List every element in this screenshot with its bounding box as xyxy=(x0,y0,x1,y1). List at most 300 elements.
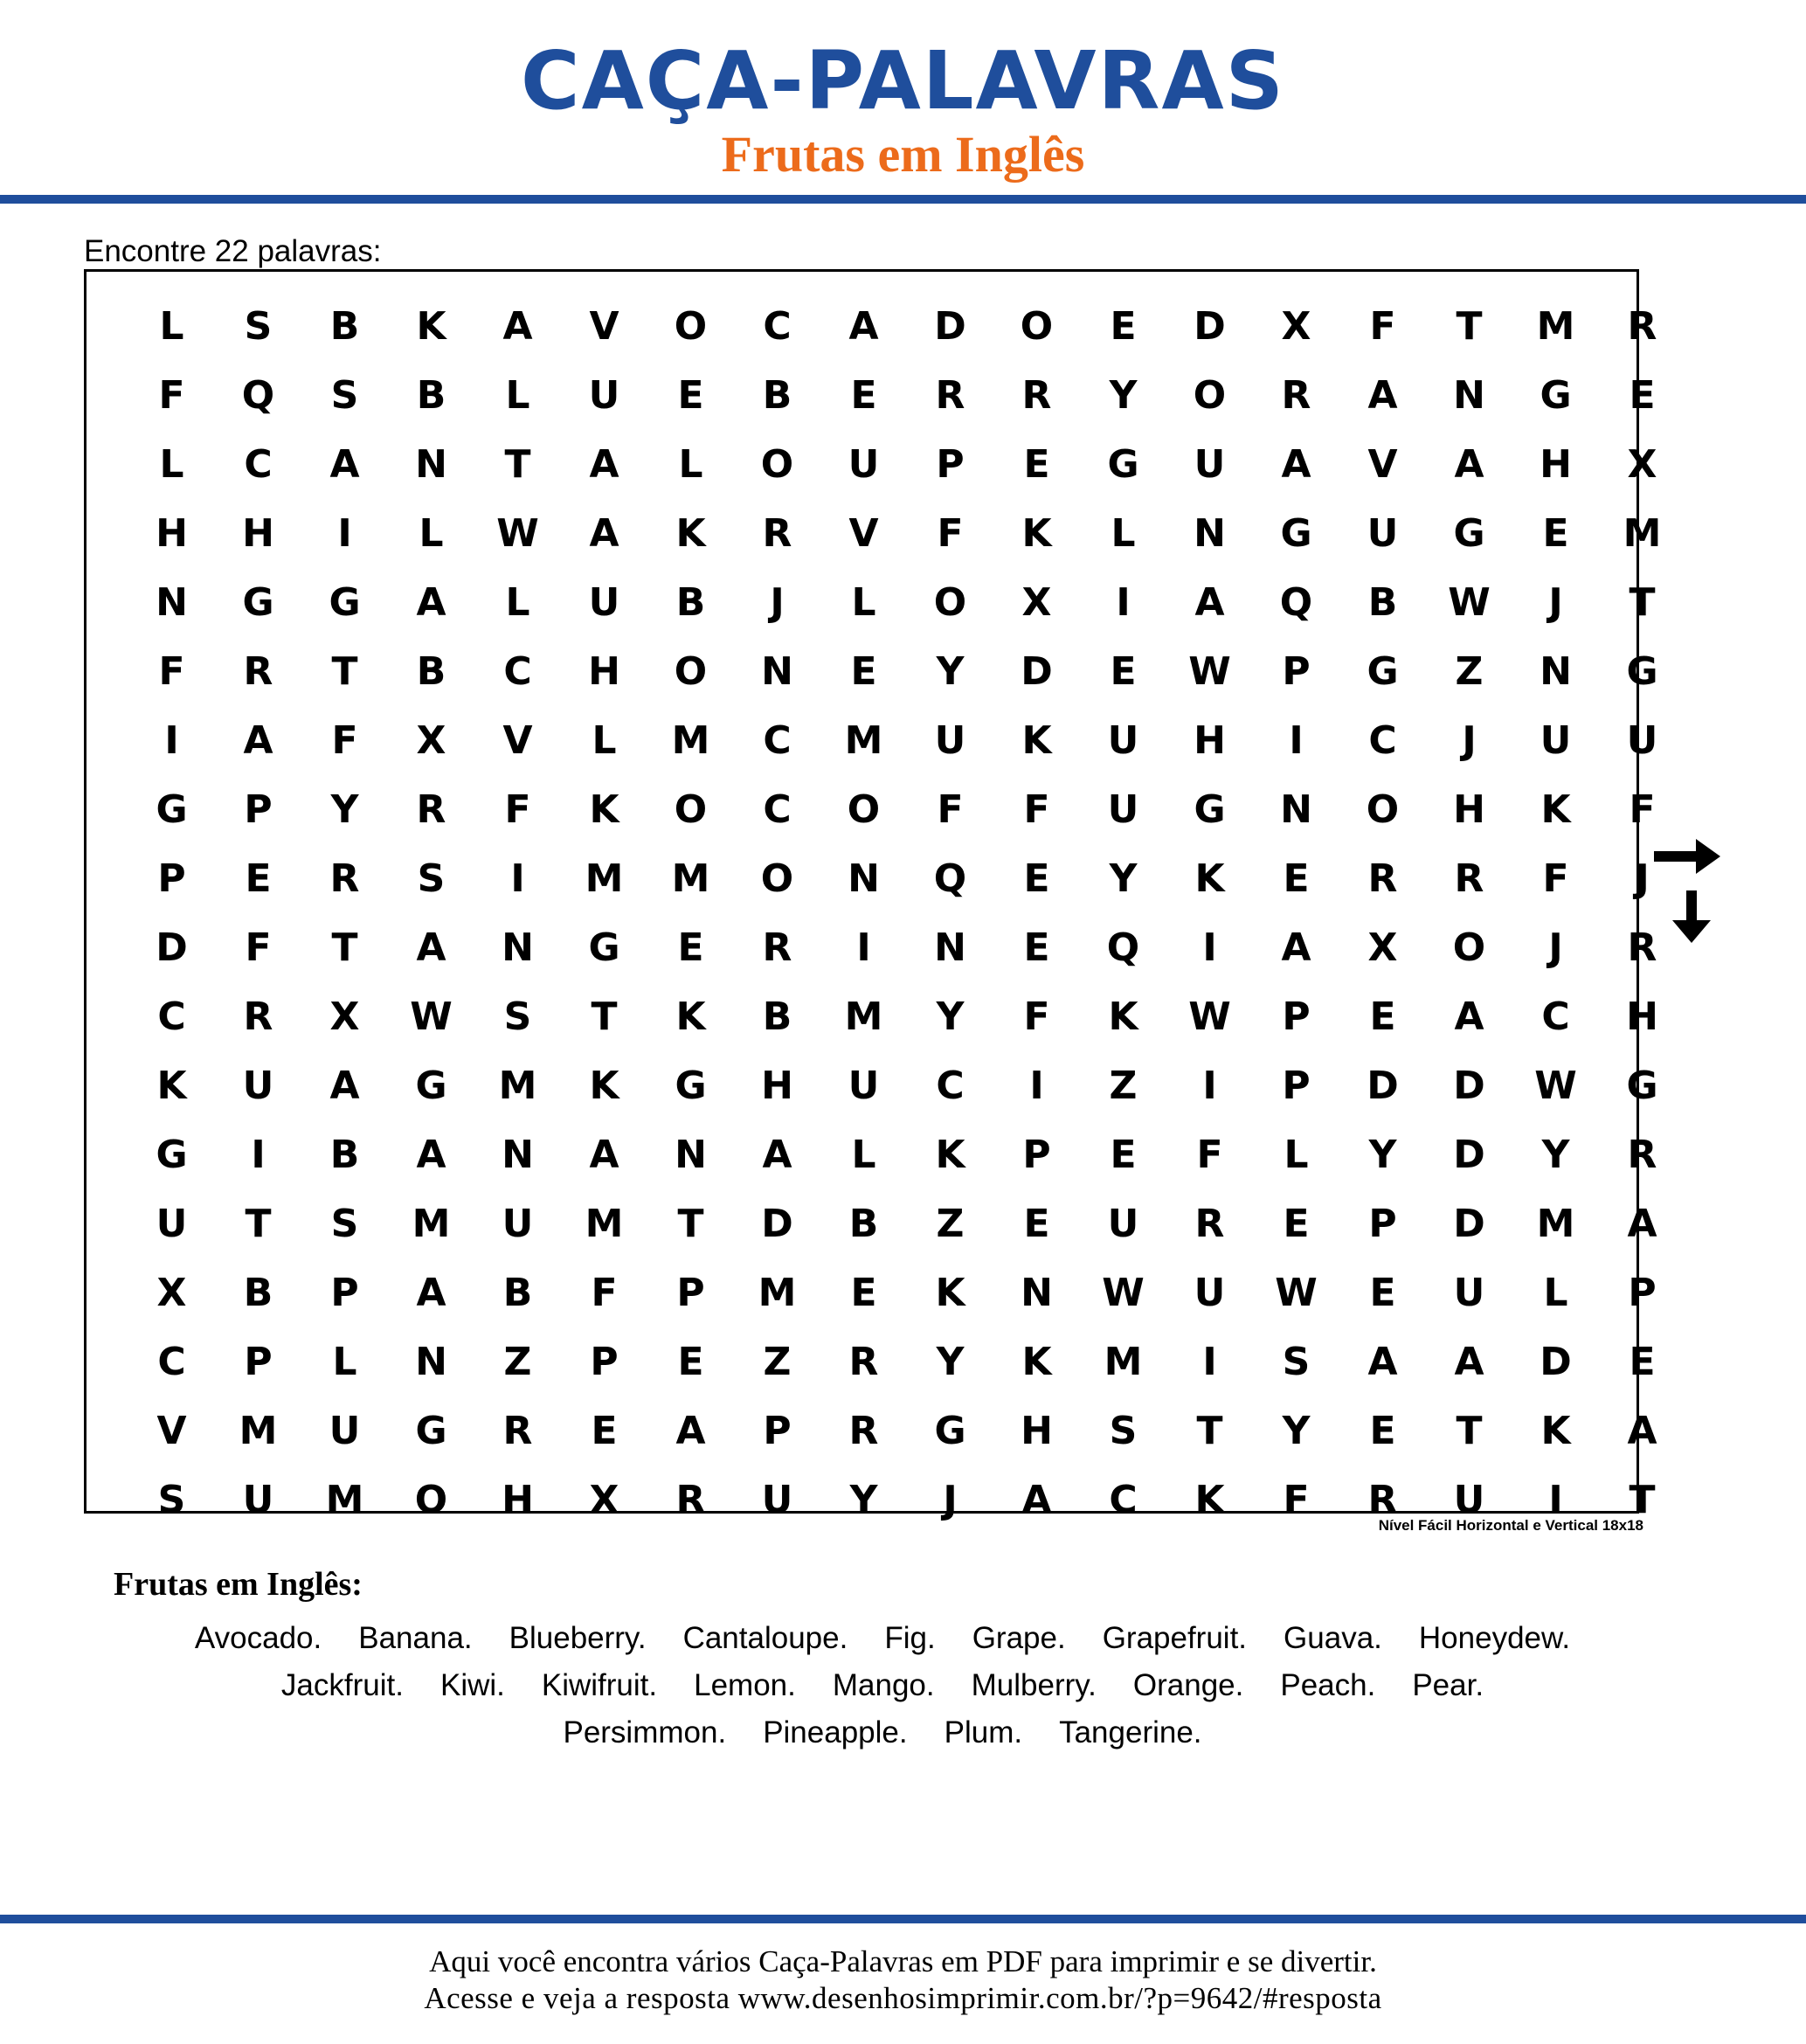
grid-cell[interactable]: K xyxy=(675,511,706,556)
grid-cell[interactable]: K xyxy=(416,304,446,349)
grid-cell[interactable]: E xyxy=(1369,1409,1396,1453)
grid-cell[interactable]: T xyxy=(245,1202,272,1246)
grid-cell[interactable]: U xyxy=(1194,442,1226,487)
grid-cell[interactable]: U xyxy=(1107,787,1139,832)
grid-cell[interactable]: U xyxy=(242,1478,274,1522)
grid-cell[interactable]: R xyxy=(848,1409,879,1453)
grid-cell[interactable]: G xyxy=(156,787,188,832)
grid-cell[interactable]: A xyxy=(329,1064,360,1108)
grid-cell[interactable]: Y xyxy=(849,1478,878,1522)
grid-cell[interactable]: U xyxy=(1107,1202,1139,1246)
grid-cell[interactable]: N xyxy=(502,1133,534,1177)
grid-cell[interactable]: B xyxy=(243,1271,273,1315)
grid-cell[interactable]: O xyxy=(1193,373,1227,418)
grid-cell[interactable]: Z xyxy=(763,1340,792,1384)
grid-cell[interactable]: F xyxy=(1023,994,1050,1039)
grid-cell[interactable]: A xyxy=(1627,1409,1657,1453)
grid-cell[interactable]: H xyxy=(1021,1409,1053,1453)
grid-cell[interactable]: F xyxy=(937,787,964,832)
grid-cell[interactable]: A xyxy=(416,1271,446,1315)
grid-cell[interactable]: N xyxy=(1194,511,1226,556)
grid-cell[interactable]: T xyxy=(331,649,358,694)
grid-cell[interactable]: C xyxy=(1368,718,1397,763)
grid-cell[interactable]: R xyxy=(243,649,273,694)
grid-cell[interactable]: M xyxy=(585,1202,624,1246)
grid-cell[interactable]: E xyxy=(1023,1202,1050,1246)
grid-cell[interactable]: M xyxy=(239,1409,278,1453)
grid-cell[interactable]: R xyxy=(935,373,965,418)
grid-cell[interactable]: A xyxy=(243,718,273,763)
grid-cell[interactable]: N xyxy=(502,925,534,970)
grid-cell[interactable]: C xyxy=(503,649,532,694)
grid-cell[interactable]: S xyxy=(503,994,532,1039)
grid-cell[interactable]: H xyxy=(588,649,620,694)
grid-cell[interactable]: G xyxy=(1540,373,1572,418)
grid-cell[interactable]: R xyxy=(762,511,792,556)
grid-cell[interactable]: C xyxy=(763,304,792,349)
grid-cell[interactable]: I xyxy=(1202,1064,1217,1108)
grid-cell[interactable]: D xyxy=(1453,1133,1485,1177)
grid-cell[interactable]: P xyxy=(330,1271,359,1315)
grid-cell[interactable]: J xyxy=(1635,856,1650,901)
grid-cell[interactable]: X xyxy=(416,718,446,763)
grid-cell[interactable]: F xyxy=(1629,787,1656,832)
grid-cell[interactable]: H xyxy=(761,1064,793,1108)
grid-cell[interactable]: J xyxy=(1548,925,1563,970)
grid-cell[interactable]: E xyxy=(1542,511,1569,556)
grid-cell[interactable]: M xyxy=(671,718,710,763)
grid-cell[interactable]: Y xyxy=(1282,1409,1311,1453)
grid-cell[interactable]: T xyxy=(591,994,618,1039)
grid-cell[interactable]: C xyxy=(1541,994,1570,1039)
grid-cell[interactable]: N xyxy=(1453,373,1485,418)
grid-cell[interactable]: L xyxy=(678,442,703,487)
grid-cell[interactable]: B xyxy=(762,994,792,1039)
grid-cell[interactable]: D xyxy=(1453,1202,1485,1246)
grid-cell[interactable]: O xyxy=(674,649,708,694)
grid-cell[interactable]: R xyxy=(502,1409,533,1453)
grid-cell[interactable]: M xyxy=(1536,1202,1575,1246)
grid-cell[interactable]: A xyxy=(762,1133,792,1177)
grid-cell[interactable]: R xyxy=(1021,373,1052,418)
grid-cell[interactable]: B xyxy=(502,1271,533,1315)
grid-cell[interactable]: J xyxy=(943,1478,958,1522)
grid-cell[interactable]: Q xyxy=(1106,925,1140,970)
grid-cell[interactable]: A xyxy=(1281,442,1311,487)
grid-cell[interactable]: P xyxy=(244,787,273,832)
grid-cell[interactable]: O xyxy=(933,580,967,625)
grid-cell[interactable]: M xyxy=(844,718,883,763)
grid-cell[interactable]: P xyxy=(1022,1133,1051,1177)
grid-cell[interactable]: M xyxy=(325,1478,364,1522)
grid-cell[interactable]: R xyxy=(848,1340,879,1384)
grid-cell[interactable]: S xyxy=(330,373,359,418)
grid-cell[interactable]: G xyxy=(1280,511,1312,556)
grid-cell[interactable]: W xyxy=(1102,1271,1145,1315)
grid-cell[interactable]: P xyxy=(1282,1064,1311,1108)
grid-cell[interactable]: L xyxy=(1543,1271,1568,1315)
grid-cell[interactable]: A xyxy=(1627,1202,1657,1246)
grid-cell[interactable]: E xyxy=(677,373,704,418)
grid-cell[interactable]: U xyxy=(329,1409,361,1453)
grid-cell[interactable]: Q xyxy=(933,856,967,901)
grid-cell[interactable]: A xyxy=(589,1133,619,1177)
grid-cell[interactable]: T xyxy=(1629,1478,1656,1522)
grid-cell[interactable]: H xyxy=(502,1478,534,1522)
grid-cell[interactable]: Q xyxy=(1279,580,1313,625)
grid-cell[interactable]: N xyxy=(415,442,447,487)
grid-cell[interactable]: I xyxy=(1548,1478,1563,1522)
grid-cell[interactable]: D xyxy=(761,1202,793,1246)
grid-cell[interactable]: E xyxy=(1023,856,1050,901)
grid-cell[interactable]: F xyxy=(245,925,272,970)
grid-cell[interactable]: G xyxy=(1194,787,1226,832)
grid-cell[interactable]: F xyxy=(158,649,185,694)
grid-cell[interactable]: L xyxy=(592,718,617,763)
grid-cell[interactable]: A xyxy=(502,304,533,349)
grid-cell[interactable]: F xyxy=(1542,856,1569,901)
grid-cell[interactable]: R xyxy=(675,1478,706,1522)
grid-cell[interactable]: A xyxy=(675,1409,706,1453)
grid-cell[interactable]: S xyxy=(330,1202,359,1246)
grid-cell[interactable]: I xyxy=(1116,580,1131,625)
grid-cell[interactable]: M xyxy=(498,1064,537,1108)
grid-cell[interactable]: L xyxy=(159,442,184,487)
grid-cell[interactable]: P xyxy=(1368,1202,1397,1246)
grid-cell[interactable]: L xyxy=(332,1340,357,1384)
grid-cell[interactable]: O xyxy=(760,856,794,901)
grid-cell[interactable]: P xyxy=(676,1271,705,1315)
grid-cell[interactable]: N xyxy=(675,1133,707,1177)
grid-cell[interactable]: V xyxy=(1367,442,1398,487)
grid-cell[interactable]: H xyxy=(242,511,274,556)
grid-cell[interactable]: H xyxy=(1194,718,1226,763)
grid-cell[interactable]: K xyxy=(935,1133,965,1177)
grid-cell[interactable]: D xyxy=(156,925,188,970)
grid-cell[interactable]: O xyxy=(847,787,881,832)
grid-cell[interactable]: C xyxy=(763,787,792,832)
grid-cell[interactable]: X xyxy=(1021,580,1052,625)
grid-cell[interactable]: U xyxy=(588,373,620,418)
grid-cell[interactable]: W xyxy=(1275,1271,1318,1315)
grid-cell[interactable]: P xyxy=(1628,1271,1657,1315)
grid-cell[interactable]: U xyxy=(502,1202,534,1246)
grid-cell[interactable]: S xyxy=(1109,1409,1138,1453)
grid-cell[interactable]: E xyxy=(677,1340,704,1384)
grid-cell[interactable]: I xyxy=(1202,1340,1217,1384)
grid-cell[interactable]: O xyxy=(674,787,708,832)
grid-cell[interactable]: U xyxy=(1453,1478,1485,1522)
grid-cell[interactable]: Y xyxy=(936,994,965,1039)
grid-cell[interactable]: O xyxy=(1020,304,1054,349)
grid-cell[interactable]: C xyxy=(763,718,792,763)
grid-cell[interactable]: I xyxy=(164,718,179,763)
grid-cell[interactable]: G xyxy=(415,1409,447,1453)
grid-cell[interactable]: U xyxy=(848,1064,880,1108)
grid-cell[interactable]: R xyxy=(1627,1133,1657,1177)
grid-cell[interactable]: X xyxy=(156,1271,187,1315)
grid-cell[interactable]: R xyxy=(243,994,273,1039)
grid-cell[interactable]: F xyxy=(504,787,531,832)
grid-cell[interactable]: L xyxy=(851,1133,876,1177)
grid-cell[interactable]: A xyxy=(589,442,619,487)
grid-cell[interactable]: Y xyxy=(936,649,965,694)
grid-cell[interactable]: I xyxy=(1202,925,1217,970)
grid-cell[interactable]: E xyxy=(1110,304,1137,349)
grid-cell[interactable]: W xyxy=(1188,649,1231,694)
grid-cell[interactable]: Y xyxy=(936,1340,965,1384)
grid-cell[interactable]: X xyxy=(589,1478,619,1522)
grid-cell[interactable]: B xyxy=(416,649,446,694)
grid-cell[interactable]: D xyxy=(1021,649,1053,694)
grid-cell[interactable]: B xyxy=(329,1133,360,1177)
grid-cell[interactable]: S xyxy=(417,856,446,901)
grid-cell[interactable]: Z xyxy=(936,1202,965,1246)
grid-cell[interactable]: K xyxy=(156,1064,187,1108)
grid-cell[interactable]: O xyxy=(414,1478,448,1522)
grid-cell[interactable]: Q xyxy=(241,373,275,418)
grid-cell[interactable]: W xyxy=(1534,1064,1577,1108)
grid-cell[interactable]: A xyxy=(416,580,446,625)
grid-cell[interactable]: G xyxy=(1626,649,1658,694)
grid-cell[interactable]: G xyxy=(588,925,620,970)
grid-cell[interactable]: E xyxy=(1110,1133,1137,1177)
grid-cell[interactable]: E xyxy=(1110,649,1137,694)
grid-cell[interactable]: K xyxy=(1540,787,1571,832)
grid-cell[interactable]: P xyxy=(157,856,186,901)
grid-cell[interactable]: R xyxy=(329,856,360,901)
grid-cell[interactable]: E xyxy=(1023,925,1050,970)
grid-cell[interactable]: S xyxy=(1282,1340,1311,1384)
grid-cell[interactable]: B xyxy=(329,304,360,349)
grid-cell[interactable]: J xyxy=(1462,718,1477,763)
grid-cell[interactable]: U xyxy=(1367,511,1399,556)
grid-cell[interactable]: L xyxy=(1284,1133,1309,1177)
grid-cell[interactable]: W xyxy=(1448,580,1491,625)
grid-cell[interactable]: R xyxy=(1194,1202,1225,1246)
grid-cell[interactable]: F xyxy=(158,373,185,418)
grid-cell[interactable]: D xyxy=(1367,1064,1399,1108)
grid-cell[interactable]: E xyxy=(1283,1202,1310,1246)
grid-cell[interactable]: M xyxy=(412,1202,451,1246)
grid-cell[interactable]: E xyxy=(1283,856,1310,901)
grid-cell[interactable]: L xyxy=(1111,511,1136,556)
grid-cell[interactable]: P xyxy=(1282,994,1311,1039)
grid-cell[interactable]: L xyxy=(159,304,184,349)
grid-cell[interactable]: I xyxy=(1029,1064,1044,1108)
grid-cell[interactable]: R xyxy=(416,787,446,832)
grid-cell[interactable]: E xyxy=(591,1409,618,1453)
grid-cell[interactable]: T xyxy=(1629,580,1656,625)
grid-cell[interactable]: C xyxy=(936,1064,965,1108)
grid-cell[interactable]: A xyxy=(1021,1478,1052,1522)
grid-cell[interactable]: K xyxy=(1194,1478,1225,1522)
grid-cell[interactable]: N xyxy=(1021,1271,1053,1315)
grid-cell[interactable]: Z xyxy=(1109,1064,1138,1108)
grid-cell[interactable]: K xyxy=(589,1064,619,1108)
grid-cell[interactable]: E xyxy=(1369,1271,1396,1315)
grid-cell[interactable]: E xyxy=(1369,994,1396,1039)
grid-cell[interactable]: Z xyxy=(503,1340,532,1384)
grid-cell[interactable]: X xyxy=(1367,925,1398,970)
grid-cell[interactable]: H xyxy=(1540,442,1572,487)
grid-cell[interactable]: K xyxy=(1021,1340,1052,1384)
grid-cell[interactable]: C xyxy=(244,442,273,487)
grid-cell[interactable]: T xyxy=(1456,1409,1483,1453)
grid-cell[interactable]: E xyxy=(245,856,272,901)
grid-cell[interactable]: G xyxy=(415,1064,447,1108)
grid-cell[interactable]: G xyxy=(934,1409,966,1453)
grid-cell[interactable]: E xyxy=(850,1271,877,1315)
grid-cell[interactable]: I xyxy=(510,856,525,901)
grid-cell[interactable]: E xyxy=(1023,442,1050,487)
grid-cell[interactable]: E xyxy=(1629,1340,1656,1384)
grid-cell[interactable]: E xyxy=(1629,373,1656,418)
grid-cell[interactable]: E xyxy=(850,373,877,418)
grid-cell[interactable]: R xyxy=(1627,304,1657,349)
grid-cell[interactable]: G xyxy=(1626,1064,1658,1108)
grid-cell[interactable]: A xyxy=(416,1133,446,1177)
grid-cell[interactable]: N xyxy=(761,649,793,694)
grid-cell[interactable]: A xyxy=(329,442,360,487)
grid-cell[interactable]: A xyxy=(1454,442,1484,487)
grid-cell[interactable]: M xyxy=(1104,1340,1143,1384)
grid-cell[interactable]: A xyxy=(589,511,619,556)
grid-cell[interactable]: H xyxy=(156,511,188,556)
grid-cell[interactable]: J xyxy=(1548,580,1563,625)
grid-cell[interactable]: K xyxy=(589,787,619,832)
grid-cell[interactable]: F xyxy=(1023,787,1050,832)
grid-cell[interactable]: A xyxy=(1454,1340,1484,1384)
grid-cell[interactable]: R xyxy=(1367,856,1398,901)
grid-cell[interactable]: M xyxy=(1623,511,1662,556)
grid-cell[interactable]: A xyxy=(1367,373,1398,418)
grid-cell[interactable]: U xyxy=(1540,718,1572,763)
grid-cell[interactable]: M xyxy=(1536,304,1575,349)
grid-cell[interactable]: K xyxy=(1021,718,1052,763)
grid-cell[interactable]: W xyxy=(1188,994,1231,1039)
grid-cell[interactable]: U xyxy=(761,1478,793,1522)
grid-cell[interactable]: F xyxy=(1196,1133,1223,1177)
grid-cell[interactable]: V xyxy=(589,304,619,349)
grid-cell[interactable]: X xyxy=(1281,304,1311,349)
grid-cell[interactable]: I xyxy=(856,925,871,970)
grid-cell[interactable]: S xyxy=(157,1478,186,1522)
grid-cell[interactable]: A xyxy=(1367,1340,1398,1384)
grid-cell[interactable]: F xyxy=(591,1271,618,1315)
grid-cell[interactable]: S xyxy=(244,304,273,349)
grid-cell[interactable]: K xyxy=(1194,856,1225,901)
grid-cell[interactable]: R xyxy=(1454,856,1484,901)
grid-cell[interactable]: L xyxy=(505,373,530,418)
grid-cell[interactable]: U xyxy=(934,718,966,763)
grid-cell[interactable]: I xyxy=(251,1133,266,1177)
grid-cell[interactable]: T xyxy=(1456,304,1483,349)
grid-cell[interactable]: N xyxy=(415,1340,447,1384)
grid-cell[interactable]: G xyxy=(156,1133,188,1177)
grid-cell[interactable]: G xyxy=(1453,511,1485,556)
grid-cell[interactable]: H xyxy=(1453,787,1485,832)
grid-cell[interactable]: M xyxy=(671,856,710,901)
grid-cell[interactable]: D xyxy=(1540,1340,1572,1384)
grid-cell[interactable]: M xyxy=(844,994,883,1039)
grid-cell[interactable]: U xyxy=(1107,718,1139,763)
grid-cell[interactable]: V xyxy=(848,511,879,556)
grid-cell[interactable]: U xyxy=(848,442,880,487)
grid-cell[interactable]: G xyxy=(242,580,274,625)
grid-cell[interactable]: D xyxy=(1453,1064,1485,1108)
grid-cell[interactable]: U xyxy=(156,1202,188,1246)
grid-cell[interactable]: K xyxy=(675,994,706,1039)
grid-cell[interactable]: A xyxy=(1281,925,1311,970)
grid-cell[interactable]: U xyxy=(1453,1271,1485,1315)
grid-cell[interactable]: E xyxy=(677,925,704,970)
grid-cell[interactable]: V xyxy=(156,1409,187,1453)
grid-cell[interactable]: T xyxy=(1196,1409,1223,1453)
grid-cell[interactable]: T xyxy=(331,925,358,970)
grid-cell[interactable]: E xyxy=(850,649,877,694)
grid-cell[interactable]: B xyxy=(762,373,792,418)
grid-cell[interactable]: K xyxy=(935,1271,965,1315)
grid-cell[interactable]: Y xyxy=(1109,856,1138,901)
grid-cell[interactable]: G xyxy=(675,1064,707,1108)
grid-cell[interactable]: B xyxy=(416,373,446,418)
grid-cell[interactable]: L xyxy=(419,511,444,556)
grid-cell[interactable]: O xyxy=(1366,787,1400,832)
grid-cell[interactable]: X xyxy=(329,994,360,1039)
grid-cell[interactable]: P xyxy=(763,1409,792,1453)
grid-cell[interactable]: W xyxy=(410,994,453,1039)
grid-cell[interactable]: Y xyxy=(1541,1133,1570,1177)
grid-cell[interactable]: U xyxy=(242,1064,274,1108)
grid-cell[interactable]: G xyxy=(1107,442,1139,487)
grid-cell[interactable]: K xyxy=(1108,994,1138,1039)
grid-cell[interactable]: P xyxy=(244,1340,273,1384)
grid-cell[interactable]: R xyxy=(1281,373,1311,418)
grid-cell[interactable]: Z xyxy=(1455,649,1484,694)
grid-cell[interactable]: F xyxy=(1369,304,1396,349)
grid-cell[interactable]: B xyxy=(1367,580,1398,625)
grid-cell[interactable]: R xyxy=(1367,1478,1398,1522)
grid-cell[interactable]: P xyxy=(1282,649,1311,694)
grid-cell[interactable]: I xyxy=(1289,718,1304,763)
grid-cell[interactable]: A xyxy=(416,925,446,970)
grid-cell[interactable]: U xyxy=(1626,718,1658,763)
grid-cell[interactable]: V xyxy=(502,718,533,763)
grid-cell[interactable]: F xyxy=(331,718,358,763)
grid-cell[interactable]: N xyxy=(1280,787,1312,832)
grid-cell[interactable]: I xyxy=(337,511,352,556)
grid-cell[interactable]: Y xyxy=(1109,373,1138,418)
grid-cell[interactable]: B xyxy=(675,580,706,625)
grid-cell[interactable]: G xyxy=(329,580,361,625)
grid-cell[interactable]: T xyxy=(504,442,531,487)
grid-cell[interactable]: X xyxy=(1627,442,1657,487)
grid-cell[interactable]: G xyxy=(1367,649,1399,694)
grid-cell[interactable]: O xyxy=(674,304,708,349)
grid-cell[interactable]: A xyxy=(1454,994,1484,1039)
grid-cell[interactable]: R xyxy=(1627,925,1657,970)
grid-cell[interactable]: R xyxy=(762,925,792,970)
grid-cell[interactable]: L xyxy=(851,580,876,625)
grid-cell[interactable]: M xyxy=(758,1271,797,1315)
grid-cell[interactable]: C xyxy=(157,1340,186,1384)
grid-cell[interactable]: C xyxy=(157,994,186,1039)
grid-cell[interactable]: F xyxy=(1283,1478,1310,1522)
grid-cell[interactable]: U xyxy=(1194,1271,1226,1315)
grid-cell[interactable]: O xyxy=(1452,925,1486,970)
grid-cell[interactable]: J xyxy=(770,580,785,625)
